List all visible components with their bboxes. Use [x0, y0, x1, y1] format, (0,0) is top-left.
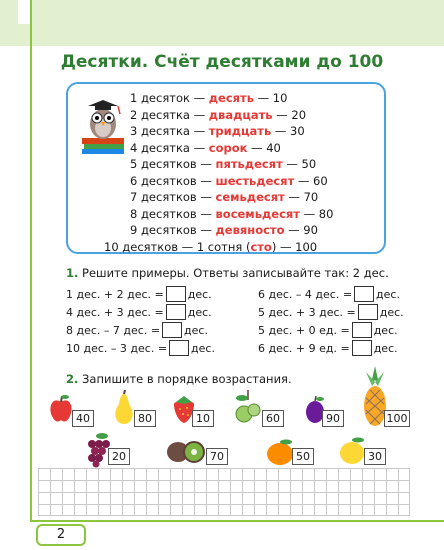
- task-2-text: Запишите в порядке возрастания.: [82, 372, 292, 386]
- example-row: [66, 304, 212, 320]
- lemon-icon: [338, 436, 366, 466]
- top-band: [0, 0, 444, 46]
- tens-row: 5 десятков — пятьдесят — 50: [130, 157, 317, 171]
- task-2-number: 2.: [66, 372, 79, 386]
- tens-row: 4 десятка — сорок — 40: [130, 140, 281, 155]
- gooseberry-value-label: 60: [262, 410, 284, 427]
- gooseberry-icon: [234, 390, 262, 426]
- example-unit: дес.: [379, 305, 404, 319]
- answer-box[interactable]: [166, 304, 186, 320]
- example-unit: дес.: [376, 287, 400, 301]
- example-expression: 1 дес. + 2 дес. =: [66, 287, 164, 301]
- task-1-number: 1.: [66, 266, 79, 280]
- tens-info-box: [66, 82, 386, 254]
- pineapple-value-label: 100: [384, 410, 410, 427]
- example-row: [258, 322, 398, 338]
- example-unit: дес.: [184, 323, 208, 337]
- page-title: Десятки. Счёт десятками до 100: [60, 52, 384, 72]
- writing-grid[interactable]: [38, 468, 410, 516]
- apple-icon: [48, 394, 74, 424]
- tens-row: 6 десятков — шестьдесят — 60: [130, 173, 328, 188]
- kiwi-value-label: 70: [206, 448, 228, 465]
- tens-row: 1 десяток — десять — 10: [130, 91, 288, 105]
- example-unit: дес.: [373, 341, 398, 355]
- example-expression: 4 дес. + 3 дес. =: [66, 305, 164, 319]
- tens-list: [68, 90, 388, 255]
- tens-row: 2 десятка — двадцать — 20: [130, 107, 307, 122]
- example-row: [66, 340, 215, 356]
- answer-box[interactable]: [162, 322, 182, 338]
- answer-box[interactable]: [352, 340, 372, 356]
- task-1-text: Решите примеры. Ответы записывайте так: 2 дес.: [82, 266, 389, 280]
- example-row: [258, 304, 404, 320]
- left-margin-line: [30, 0, 32, 520]
- example-unit: дес.: [191, 341, 215, 355]
- example-row: [258, 286, 400, 302]
- answer-box[interactable]: [358, 304, 378, 320]
- page-number: 2: [36, 524, 86, 546]
- tens-row: 3 десятка — тридцать — 30: [130, 124, 305, 138]
- tens-row: 7 десятков — семьдесят — 70: [130, 190, 319, 204]
- answer-box[interactable]: [169, 340, 189, 356]
- kiwi-icon: [166, 440, 206, 464]
- apricot-value-label: 50: [292, 448, 314, 465]
- strawberry-value-label: 10: [192, 410, 214, 427]
- example-expression: 8 дес. – 7 дес. =: [66, 323, 161, 337]
- tens-row: 10 десятков — 1 сотня (сто) — 100: [104, 239, 318, 254]
- example-expression: 5 дес. + 0 ед. =: [258, 323, 350, 337]
- top-notch: [18, 0, 30, 24]
- example-unit: дес.: [187, 305, 212, 319]
- bottom-margin-line: [30, 520, 444, 522]
- task-1-heading: [66, 266, 389, 280]
- example-expression: 6 дес. – 4 дес. =: [258, 287, 353, 301]
- example-expression: 6 дес. + 9 ед. =: [258, 341, 350, 355]
- example-row: [66, 322, 208, 338]
- tens-row: 9 десятков — девяносто — 90: [130, 223, 318, 237]
- example-row: [66, 286, 212, 302]
- answer-box[interactable]: [354, 286, 374, 302]
- answer-box[interactable]: [166, 286, 186, 302]
- answer-box[interactable]: [352, 322, 372, 338]
- example-unit: дес.: [373, 323, 398, 337]
- pear-icon: [112, 390, 136, 426]
- grapes-value-label: 20: [108, 448, 130, 465]
- task-2-heading: [66, 372, 292, 386]
- lemon-value-label: 30: [364, 448, 386, 465]
- plum-value-label: 90: [322, 410, 344, 427]
- example-unit: дес.: [187, 287, 212, 301]
- apple-value-label: 40: [72, 410, 94, 427]
- pear-value-label: 80: [134, 410, 156, 427]
- example-expression: 10 дес. – 3 дес. =: [66, 341, 168, 355]
- example-expression: 5 дес. + 3 дес. =: [258, 305, 356, 319]
- tens-row: 8 десятков — восемьдесят — 80: [130, 206, 334, 221]
- example-row: [258, 340, 398, 356]
